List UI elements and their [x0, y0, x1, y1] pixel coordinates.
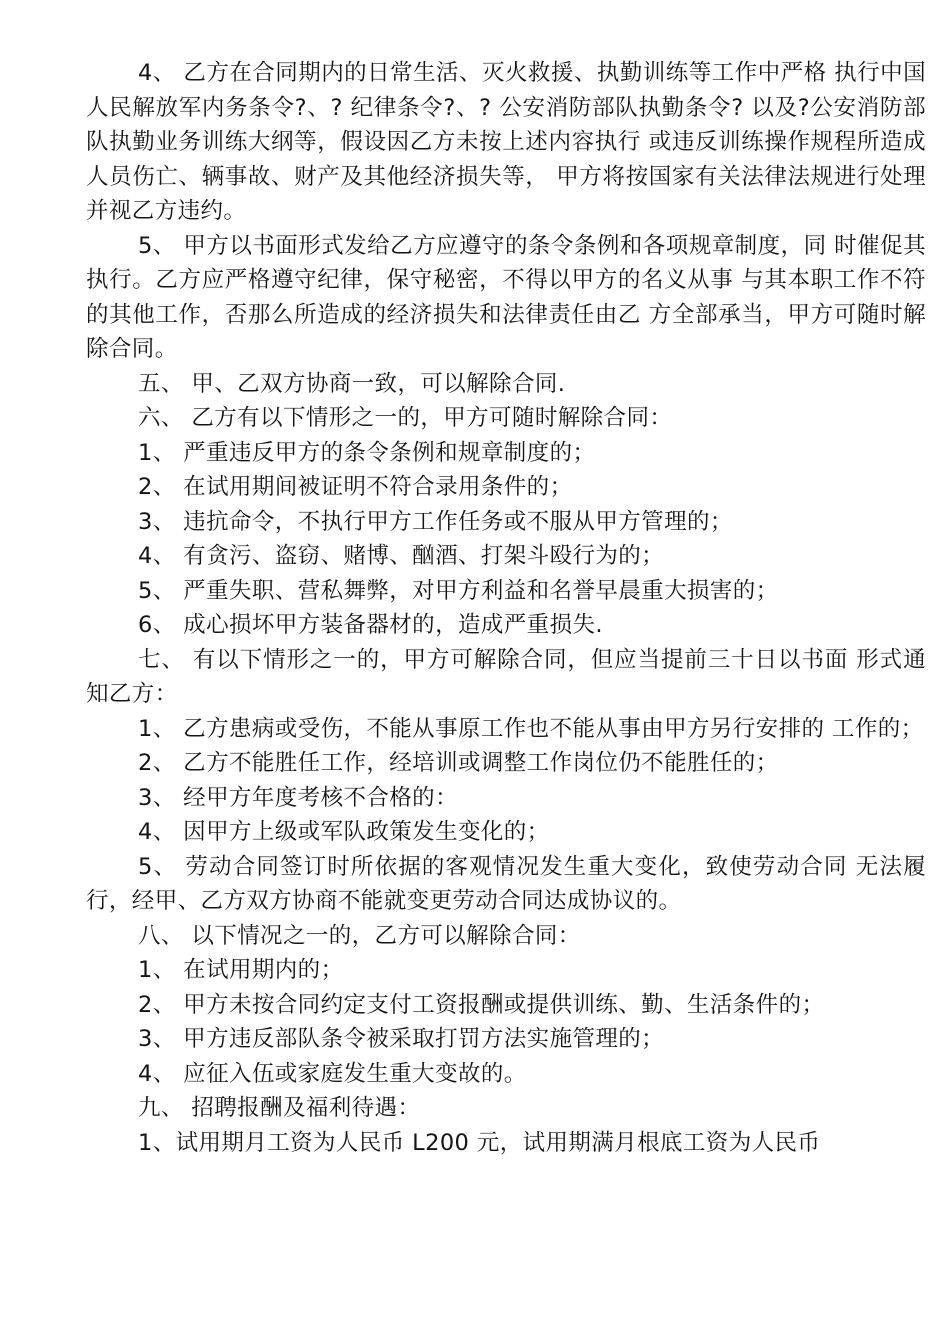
list-item: 2、 乙方不能胜任工作，经培训或调整工作岗位仍不能胜任的；	[138, 750, 779, 776]
list-item: 1、试用期月工资为人民币 L200 元，试用期满月根底工资为人民币	[138, 1129, 821, 1156]
paragraph-clause-5: 5、 甲方以书面形式发给乙方应遵守的条令条例和各项规章制度，同 时催促其执行。乙方应严格遵守纪律，保守秘密，不得以甲方的名义从事 与其本职工作不符的其他工作，否那么所造成的经济损失和法律责任由乙 方全部承当，甲方可随时解除合同。	[86, 232, 926, 362]
list-item: 3、 违抗命令，不执行甲方工作任务或不服从甲方管理的；	[138, 508, 733, 535]
list-item: 1、 在试用期内的；	[138, 957, 344, 983]
list-item: 1、 严重违反甲方的条令条例和规章制度的；	[138, 439, 596, 466]
list-item: 2、 在试用期间被证明不符合录用条件的；	[138, 474, 573, 500]
section-heading-8: 八、 以下情况之一的，乙方可以解除合同：	[138, 922, 581, 949]
section-heading-6: 六、 乙方有以下情形之一的，甲方可随时解除合同：	[138, 405, 673, 431]
paragraph-clause-4: 4、 乙方在合同期内的日常生活、灭火救援、执勤训练等工作中严格 执行中国人民解放军内务条令?、? 纪律条令?、? 公安消防部队执勤条令? 以及?公安消防部队执勤业务训练大纲等，假设因乙方未按上述内容执行 或违反训练操作规程所造成人员伤亡、辆事故、财产及其他经济损失等， 甲方将按国家有关法律法规进行处理并视乙方违约。	[86, 60, 926, 224]
list-item: 3、 经甲方年度考核不合格的：	[138, 784, 458, 811]
section-heading-5: 五、 甲、乙双方协商一致，可以解除合同.	[138, 370, 566, 397]
list-item: 4、 有贪污、盗窃、赌博、酗酒、打架斗殴行为的；	[138, 543, 665, 569]
section-heading-7: 七、 有以下情形之一的，甲方可解除合同，但应当提前三十日以书面 形式通知乙方：	[86, 646, 926, 707]
document-body	[86, 56, 926, 1160]
list-item: 6、 成心损坏甲方装备器材的，造成严重损失.	[138, 612, 603, 638]
list-item: 5、 严重失职、营私舞弊，对甲方利益和名誉早晨重大损害的；	[138, 577, 779, 604]
list-item: 4、 因甲方上级或军队政策发生变化的；	[138, 819, 550, 845]
list-item: 1、 乙方患病或受伤，不能从事原工作也不能从事由甲方另行安排的 工作的；	[138, 715, 924, 742]
list-item: 5、 劳动合同签订时所依据的客观情况发生重大变化，致使劳动合同 无法履行，经甲、乙方双方协商不能就变更劳动合同达成协议的。	[86, 853, 926, 914]
list-item: 4、 应征入伍或家庭发生重大变故的。	[138, 1060, 527, 1087]
section-heading-9: 九、 招聘报酬及福利待遇：	[138, 1095, 421, 1121]
list-item: 2、 甲方未按合同约定支付工资报酬或提供训练、勤、生活条件的；	[138, 991, 825, 1018]
list-item: 3、 甲方违反部队条令被采取打罚方法实施管理的；	[138, 1026, 665, 1052]
